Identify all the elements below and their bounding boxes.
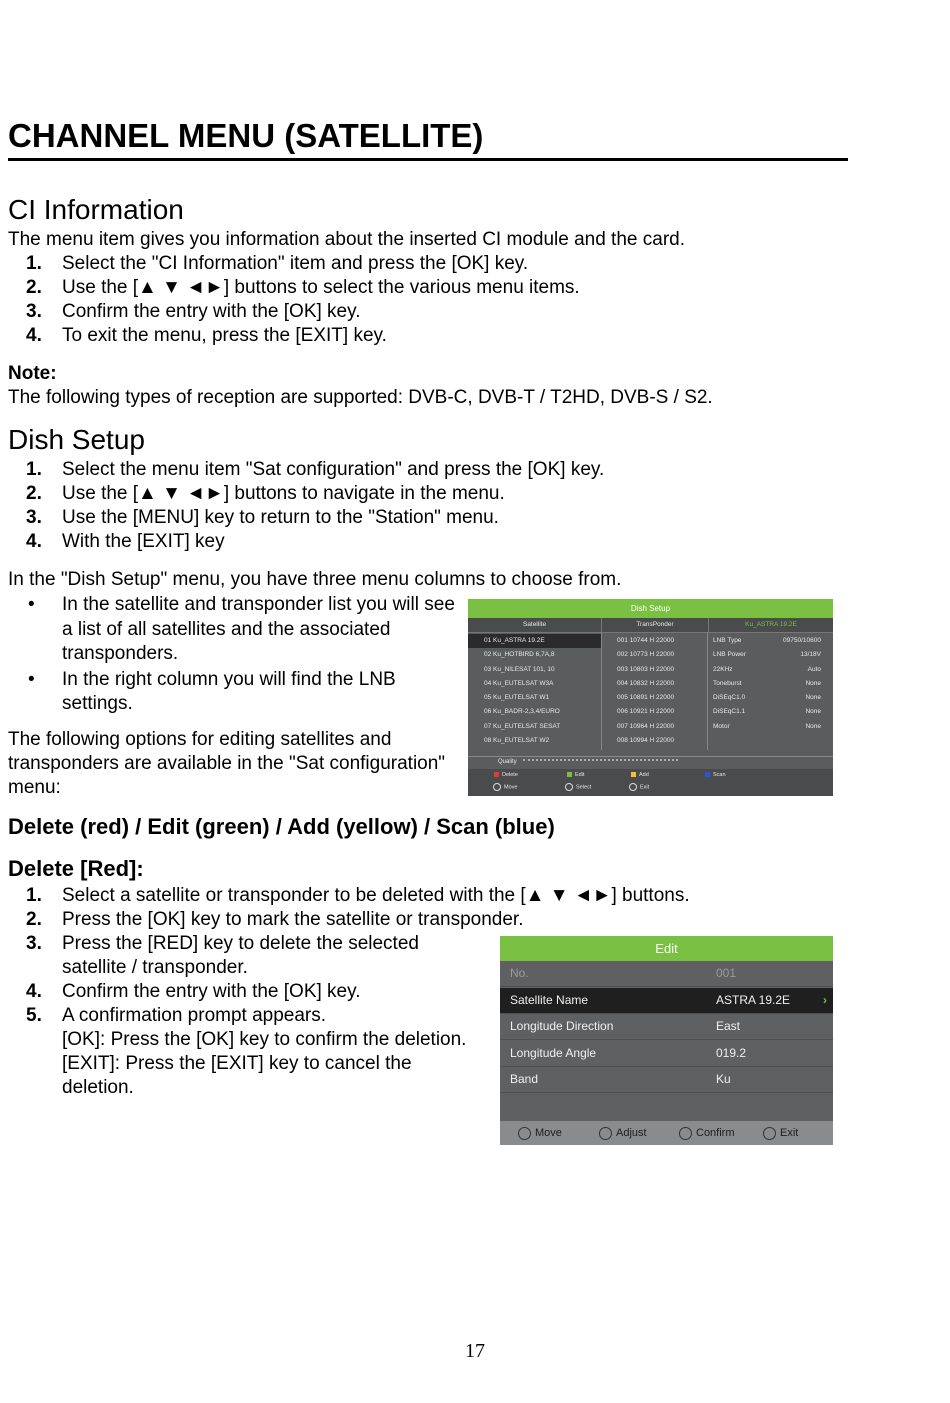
list-item: • In the satellite and transponder list you will see a list of all satellites and the associated transponders. — [28, 594, 455, 664]
dish-steps — [8, 458, 888, 554]
ci-heading: CI Information — [8, 194, 184, 225]
ci-steps — [8, 252, 888, 348]
list-item: 2. Press the [OK] key to mark the satellite or transponder. — [26, 909, 524, 930]
edit-row-longitude-direction[interactable]: Longitude Direction East — [500, 1014, 833, 1040]
quality-bar: Quality — [468, 756, 833, 768]
list-item: 2. Use the [▲ ▼ ◄►] buttons to navigate in the menu. — [26, 483, 505, 504]
dish-screen-columns — [468, 618, 833, 633]
adjust-icon — [599, 1127, 612, 1140]
delete-heading: Delete [Red]: — [8, 856, 144, 881]
red-key-icon — [494, 772, 499, 777]
dish-bullets — [8, 593, 468, 718]
select-icon — [565, 783, 573, 791]
edit-row-number: No. 001 — [500, 961, 833, 987]
table-row[interactable]: 08 Ku_EUTELSAT W2 008 10994 H 22000 — [484, 737, 675, 745]
dish-screen-rows — [468, 634, 833, 748]
list-item: 3. Press the [RED] key to delete the selected satellite / transponder. — [26, 933, 419, 978]
list-item: 4. With the [EXIT] key — [26, 531, 225, 552]
dish-legend: Delete Edit Add Scan Move Select Exit — [468, 769, 833, 796]
list-item: [OK]: Press the [OK] key to confirm the deletion. — [62, 1029, 467, 1050]
move-icon — [518, 1127, 531, 1140]
list-item: 1. Select a satellite or transponder to be deleted with the [▲ ▼ ◄►] buttons. — [26, 885, 690, 906]
dish-heading: Dish Setup — [8, 424, 145, 455]
table-row[interactable]: 07 Ku_EUTELSAT SESAT 007 10964 H 22000 Motor None — [484, 722, 821, 730]
dish-screen-title: Dish Setup — [468, 599, 833, 618]
page-number: 17 — [465, 1340, 485, 1362]
table-row[interactable]: 06 Ku_BADR-2,3,4/EURO 006 10921 H 22000 DiSEqC1.1 None — [484, 708, 821, 716]
delete-steps-continued — [8, 932, 468, 1100]
list-item: 2. Use the [▲ ▼ ◄►] buttons to select the various menu items. — [26, 277, 580, 298]
page-title: CHANNEL MENU (SATELLITE) — [8, 116, 848, 161]
list-item: 1. Select the menu item "Sat configuration" and press the [OK] key. — [26, 459, 605, 480]
blue-key-icon — [705, 772, 710, 777]
col-transponder: TransPonder — [602, 618, 709, 632]
yellow-key-icon — [631, 772, 636, 777]
list-item: 5. A confirmation prompt appears. — [26, 1005, 327, 1026]
exit-icon — [629, 783, 637, 791]
edit-row-satellite-name[interactable]: Satellite Name ASTRA 19.2E › — [500, 988, 833, 1014]
edit-footer: Move Adjust Confirm Exit — [500, 1121, 833, 1145]
move-icon — [493, 783, 501, 791]
table-row[interactable]: 05 Ku_EUTELSAT W1 005 10891 H 22000 DiSEqC1.0 None — [484, 694, 821, 702]
list-item: 1. Select the "CI Information" item and press the [OK] key. — [26, 253, 529, 274]
col-current-satellite: Ku_ASTRA 19.2E — [745, 621, 797, 628]
ci-intro: The menu item gives you information about the inserted CI module and the card. — [8, 229, 685, 250]
dish-columns-intro: In the "Dish Setup" menu, you have three menu columns to choose from. — [8, 569, 622, 590]
list-item: • In the right column you will find the LNB settings. — [28, 668, 396, 714]
table-row[interactable]: 02 Ku_HOTBIRD 6,7A,8 002 10773 H 22000 LNB Power 13/18V — [484, 651, 821, 659]
table-row[interactable]: 04 Ku_EUTELSAT W3A 004 10832 H 22000 Toneburst None — [484, 679, 821, 687]
col-satellite: Satellite — [468, 618, 602, 632]
options-heading: Delete (red) / Edit (green) / Add (yellow) / Scan (blue) — [8, 814, 555, 839]
delete-steps — [8, 884, 908, 932]
ok-icon — [679, 1127, 692, 1140]
chevron-right-icon[interactable]: › — [823, 993, 827, 1007]
note-label: Note: — [8, 363, 57, 384]
list-item: [EXIT]: Press the [EXIT] key to cancel the deletion. — [62, 1053, 412, 1098]
table-row[interactable]: 03 Ku_NILESAT 101, 10 003 10803 H 22000 22KHz Auto — [484, 665, 821, 673]
exit-icon — [763, 1127, 776, 1140]
edit-screenshot — [500, 936, 833, 1145]
list-item: 4. To exit the menu, press the [EXIT] key. — [26, 325, 387, 346]
edit-screen-title: Edit — [500, 936, 833, 961]
edit-row-longitude-angle[interactable]: Longitude Angle 019.2 — [500, 1041, 833, 1067]
green-key-icon — [567, 772, 572, 777]
dish-setup-screenshot — [468, 599, 833, 796]
list-item: 3. Confirm the entry with the [OK] key. — [26, 301, 361, 322]
list-item: 4. Confirm the entry with the [OK] key. — [26, 981, 361, 1002]
dish-options-text: The following options for editing satellites and transponders are available in the "Sat configuration" menu: — [8, 729, 446, 798]
note-text: The following types of reception are supported: DVB-C, DVB-T / T2HD, DVB-S / S2. — [8, 387, 713, 408]
list-item: 3. Use the [MENU] key to return to the "Station" menu. — [26, 507, 499, 528]
table-row[interactable]: 01 Ku_ASTRA 19.2E 001 10744 H 22000 LNB Type 09750/10600 — [468, 634, 833, 648]
edit-row-band[interactable]: Band Ku — [500, 1067, 833, 1093]
